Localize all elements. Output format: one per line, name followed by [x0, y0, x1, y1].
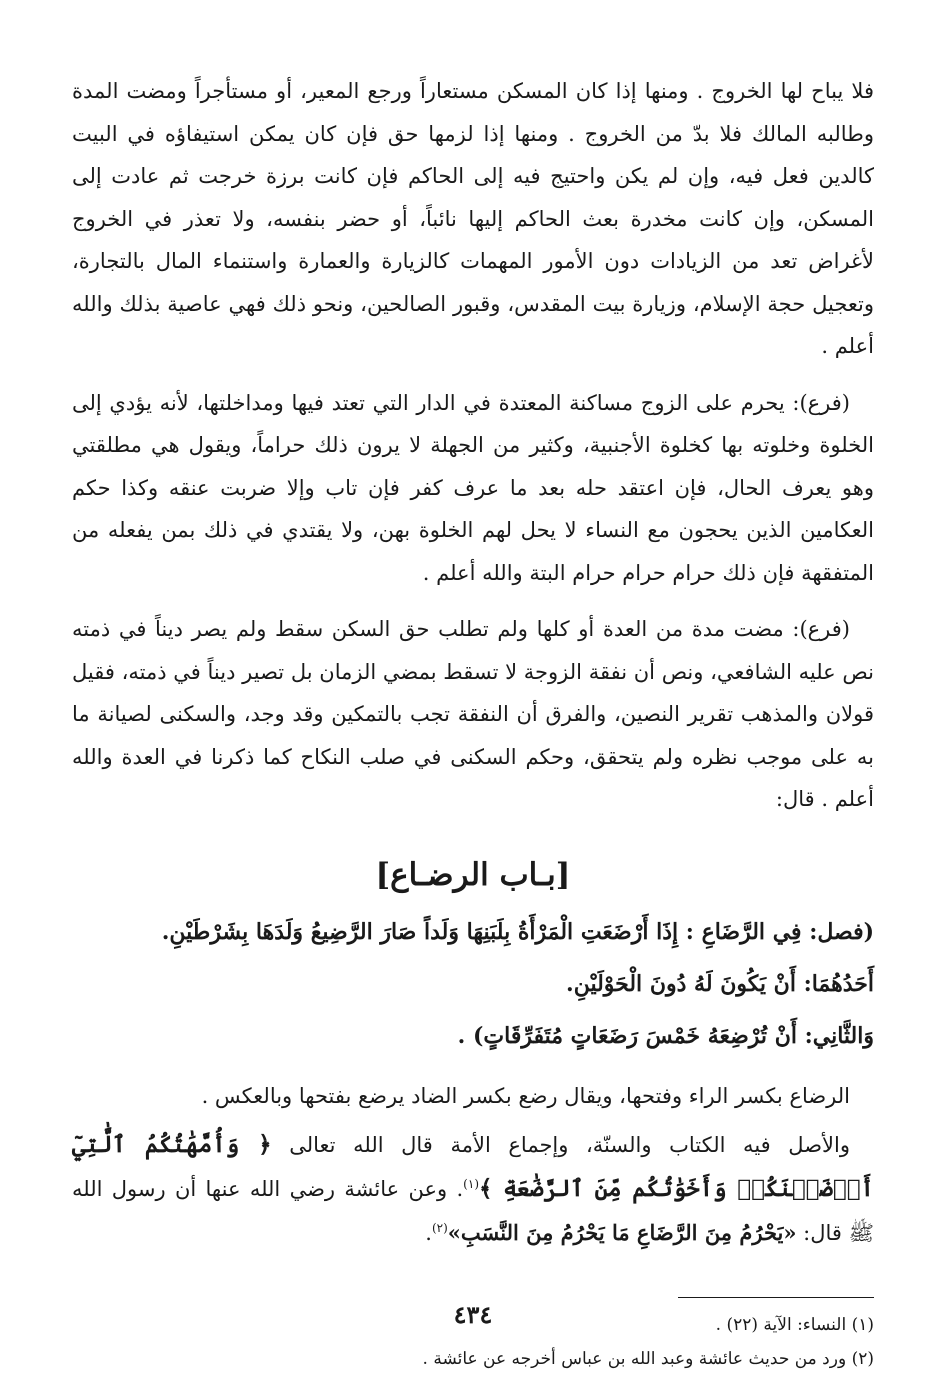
page-number: ٤٣٤	[453, 1300, 493, 1329]
fasl-statement: (فصل: فِي الرَّضَاعِ : إِذَا أَرْضَعَتِ الْمَرْأَةُ بِلَبَنِهَا وَلَداً صَارَ الرَّضِيعُ وَلَدَهَا بِشَرْطَيْنِ.	[161, 918, 874, 945]
footnote-ref-1[interactable]: (١)	[463, 1177, 479, 1191]
lexical-note: الرضاع بكسر الراء وفتحها، ويقال رضع بكسر الضاد يرضع بفتحها وبالعكس .	[201, 1083, 850, 1108]
hadith-text: «يَحْرُمُ مِنَ الرَّضَاعِ مَا يَحْرُمُ مِنَ النَّسَبِ»	[447, 1220, 797, 1245]
footnote-divider	[678, 1297, 874, 1298]
paragraph-far-cohabitation: (فرع): يحرم على الزوج مساكنة المعتدة في الدار التي تعتد فيها ومداخلتها، لأنه يؤدي إلى الخلوة وخلوته بها كخلوة الأجنبية، وكثير من الجهلة لا يرون ذلك حراماً، ويقول هي مطلقتي وهو يعرف الحال، فإن اعتقد حله بعد ما عرف كفر فإن تاب وإلا ضربت عنقه وكذا حكم العكامين الذين يحجون مع النساء لا يحل لهم الخلوة بهن، ولا يقتدي في ذلك بمن يفعله من المتفقهة فإن ذلك حرام حرام حرام البتة والله أعلم .	[72, 390, 874, 585]
condition-second: وَالثَّانِي: أَنْ تُرْضِعَهُ خَمْسَ رَضَعَاتٍ مُتَفَرِّقَاتٍ) .	[457, 1022, 874, 1049]
quran-verse: ﴿ وَأُمَّهَٰتُكُمُ ٱلَّٰتِيٓ أَرۡضَعۡنَكُمۡ وَأَخَوَٰتُكُم مِّنَ ٱلرَّضَٰعَةِ ﴾	[72, 1131, 874, 1202]
evidence-intro: والأصل فيه الكتاب والسنّة، وإجماع الأمة قال الله تعالى	[289, 1133, 850, 1157]
evidence-paragraph	[72, 1123, 874, 1255]
condition-first: أَحَدُهُمَا: أَنْ يَكُونَ لَهُ دُونَ الْحَوْلَيْنِ.	[566, 970, 874, 997]
section-title-breastfeeding: [بـاب الرضـاع]	[375, 856, 571, 893]
footnote-ref-2[interactable]: (٢)	[431, 1221, 448, 1235]
paragraph-far-housing-right: (فرع): مضت مدة من العدة أو كلها ولم تطلب حق السكن سقط ولم يصر ديناً في ذمته نص عليه الشافعي، ونص أن نفقة الزوجة لا تسقط بمضي الزمان بل تصير ديناً في ذمته، فقيل قولان والمذهب تقرير النصين، والفرق أن النفقة تجب بالتمكين وقد وجد، والسكنى لصيانة ما به على موجب نظره ولم يتحقق، وحكم السكنى في صلب النكاح كما ذكرنا في العدة والله أعلم . قال:	[72, 617, 874, 811]
evidence-mid: . وعن عائشة رضي الله عنها أن رسول الله ﷺ قال:	[72, 1177, 874, 1245]
footnote-2: (٢) ورد من حديث عائشة وعبد الله بن عباس أخرجه عن عائشة .	[422, 1349, 874, 1369]
evidence-end: .	[425, 1221, 432, 1245]
paragraph-leaving-home: فلا يباح لها الخروج . ومنها إذا كان المسكن مستعاراً ورجع المعير، أو مستأجراً ومضت المدة وطالبه المالك فلا بدّ من الخروج . ومنها إذا لزمها حق فإن كان يمكن استيفاؤه في البيت كالدين فعل فيه، وإن لم يكن واحتيج فيه إلى الحاكم فإن كانت برزة خرجت ثم عادت إلى المسكن، وإن كانت مخدرة بعث الحاكم إليها نائباً، أو حضر بنفسه، ولا تعذر في الخروج لأغراض تعد من الزيادات دون الأمور المهمات كالزيارة والعمارة واستنماء المال بالتجارة، وتعجيل حجة الإسلام، وزيارة بيت المقدس، وقبور الصالحين، ونحو ذلك فهي عاصية بذلك والله أعلم .	[72, 79, 874, 358]
footnote-1: (١) النساء: الآية (٢٢) .	[715, 1315, 874, 1335]
